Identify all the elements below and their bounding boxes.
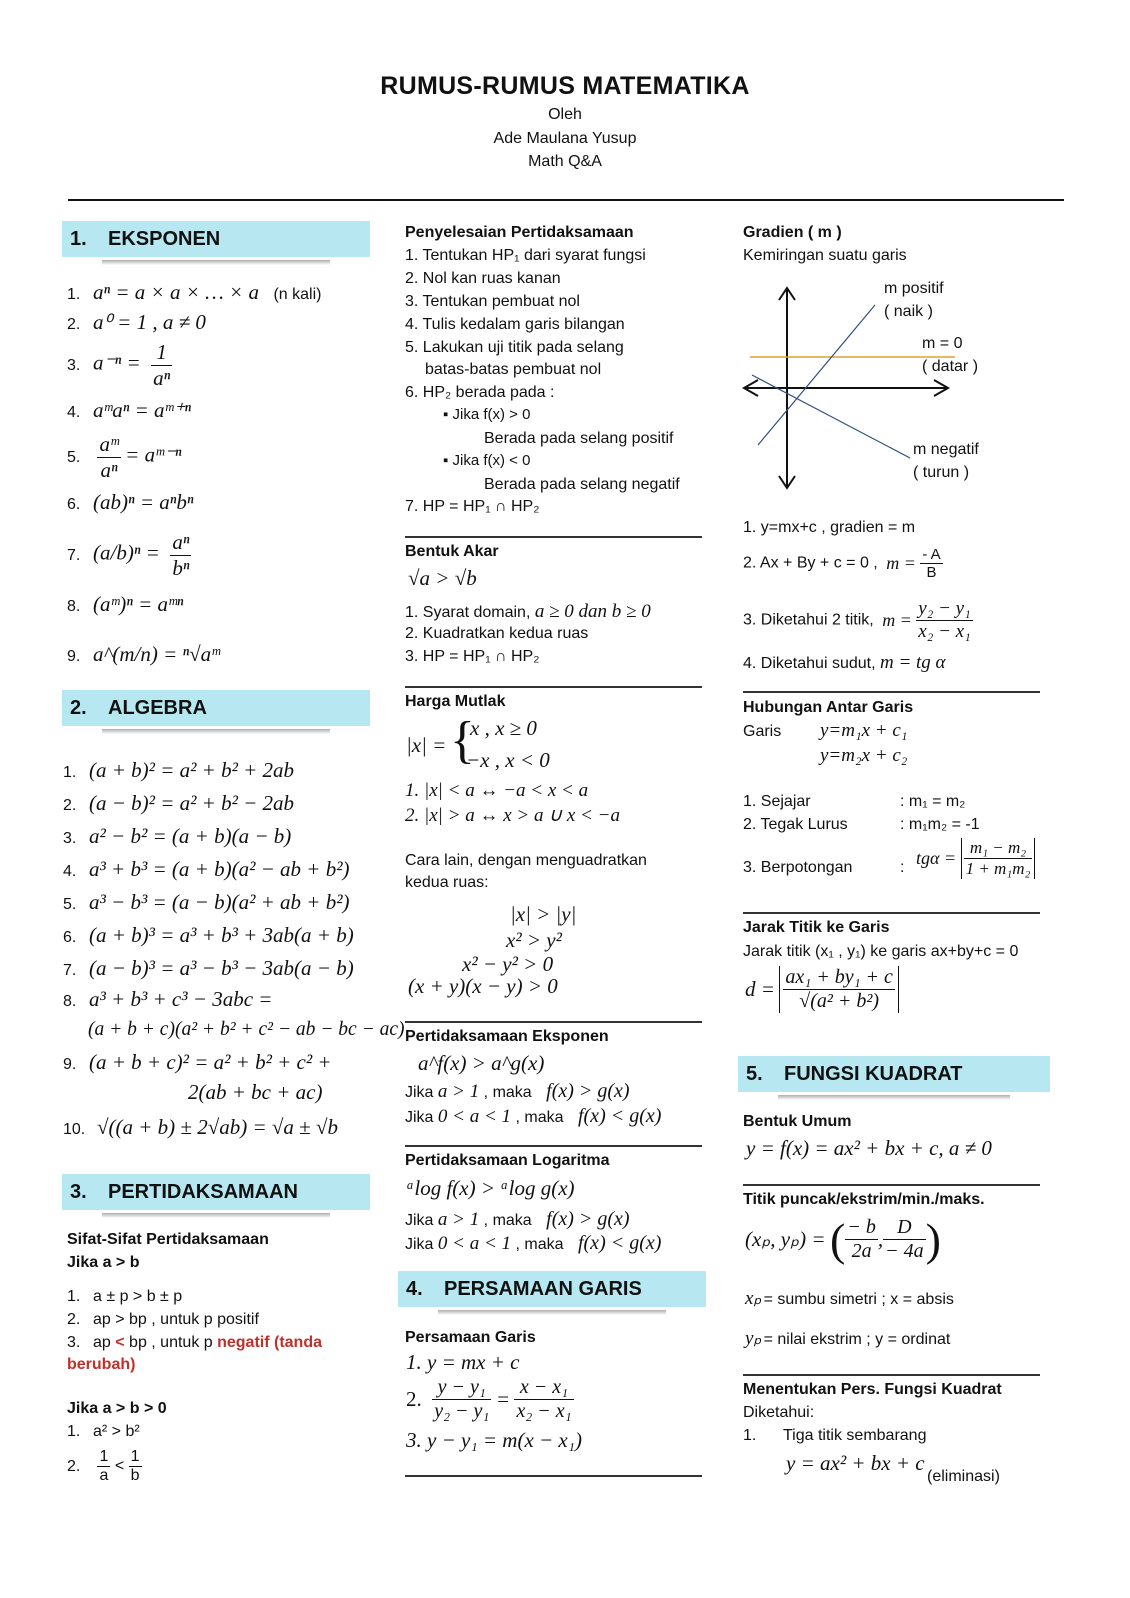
inequality-sign: < bbox=[115, 1334, 125, 1351]
formula-row bbox=[188, 1080, 322, 1105]
relation-value: : m₁ = m₂ bbox=[900, 793, 966, 810]
fraction-denominator: y₂ − y₁ bbox=[434, 1400, 490, 1422]
fraction-numerator: y − y₁ bbox=[432, 1376, 491, 1400]
divider bbox=[743, 1374, 1040, 1376]
fraction-numerator: aⁿ bbox=[172, 530, 190, 554]
list-item: 1. a ± p > b ± p bbox=[67, 1288, 183, 1305]
subheading: Sifat-Sifat Pertidaksamaan bbox=[67, 1231, 269, 1248]
text: Jarak titik (x₁ , y₁) ke garis ax+by+c = 0 bbox=[743, 943, 1019, 960]
relation-item: 3. Berpotongan bbox=[743, 859, 853, 876]
step-item: 2. Kuadratkan kedua ruas bbox=[405, 625, 589, 642]
formula-row bbox=[88, 1019, 405, 1041]
formula: 0 < a < 1 bbox=[437, 1106, 512, 1127]
divider bbox=[405, 686, 702, 688]
subheading: Menentukan Pers. Fungsi Kuadrat bbox=[743, 1381, 1002, 1398]
diagram-label: m negatif bbox=[913, 441, 979, 458]
formula-number: 3. bbox=[67, 356, 81, 374]
fraction-numerator: 1 bbox=[99, 1448, 109, 1465]
formula: f(x) > g(x) bbox=[546, 1080, 630, 1102]
divider bbox=[405, 536, 702, 538]
formula-row bbox=[63, 1050, 332, 1075]
inequality-sign: < bbox=[114, 1457, 125, 1475]
formula: (a + b + c)² = a² + b² + c² + bbox=[89, 1050, 332, 1074]
formula: −x , x < 0 bbox=[466, 748, 550, 772]
section-persamaan-garis bbox=[398, 1271, 706, 1307]
formula-row bbox=[63, 1115, 338, 1140]
text: , maka bbox=[479, 1212, 537, 1229]
fraction-denominator: 1 + m₁m₂ bbox=[965, 859, 1031, 878]
formula: y=m₁x + c₁ bbox=[820, 720, 908, 741]
list-item: 3. ap < bp , untuk p negatif (tanda bbox=[67, 1334, 322, 1351]
text: Cara lain, dengan menguadratkan bbox=[405, 852, 647, 869]
step-item: 3. Tentukan pembuat nol bbox=[405, 293, 580, 310]
list-item-text: a² > b² bbox=[93, 1423, 140, 1440]
text: kedua ruas: bbox=[405, 874, 489, 891]
text: 3. Diketahui 2 titik, bbox=[743, 611, 874, 629]
formula: (a + b)³ = a³ + b³ + 3ab(a + b) bbox=[89, 923, 354, 947]
text: = sumbu simetri ; x = absis bbox=[763, 1291, 954, 1308]
formula-row bbox=[406, 1376, 574, 1423]
text: , maka bbox=[479, 1084, 537, 1101]
subheading: Bentuk Umum bbox=[743, 1113, 852, 1130]
subheading: Jika a > b > 0 bbox=[67, 1400, 167, 1417]
fraction-denominator: aⁿ bbox=[100, 458, 118, 482]
subheading: Harga Mutlak bbox=[405, 693, 506, 710]
step-text: 1. Syarat domain, bbox=[405, 604, 535, 621]
divider bbox=[743, 912, 1040, 914]
divider bbox=[743, 1184, 1040, 1186]
gradient-item bbox=[743, 546, 943, 581]
list-item bbox=[743, 1427, 926, 1445]
text: 4. Diketahui sudut, bbox=[743, 655, 880, 672]
formula: a³ + b³ = (a + b)(a² − ab + b²) bbox=[89, 857, 350, 881]
formula: = aᵐ⁻ⁿ bbox=[125, 442, 182, 467]
list-item-text: ap > bp , untuk p positif bbox=[93, 1311, 259, 1328]
step-item: 5. Lakukan uji titik pada selang bbox=[405, 339, 624, 356]
fraction-denominator: bⁿ bbox=[172, 556, 190, 580]
fraction-denominator: a bbox=[99, 1467, 109, 1484]
text: = nilai ekstrim ; y = ordinat bbox=[763, 1331, 951, 1348]
formula: a^f(x) > a^g(x) bbox=[418, 1051, 545, 1075]
relation-item: 2. Tegak Lurus bbox=[743, 816, 848, 833]
subheading: Jarak Titik ke Garis bbox=[743, 919, 890, 936]
formula-number: 9. bbox=[67, 648, 81, 665]
formula: a⁰ = 1 , a ≠ 0 bbox=[93, 310, 206, 334]
section-eksponen bbox=[62, 221, 370, 257]
list-item-text: ap bbox=[93, 1334, 116, 1351]
fraction-denominator: aⁿ bbox=[153, 366, 171, 390]
formula-number: 7. bbox=[67, 546, 81, 564]
text: Garis bbox=[743, 723, 782, 740]
formula: y=m₂x + c₂ bbox=[820, 745, 908, 766]
list-item: 2. $\frac{1}{a}$ < $\frac{1}{b}$ bbox=[67, 1448, 140, 1484]
formula-row bbox=[745, 966, 899, 1013]
formula: aⁿ = a × a × … × a bbox=[93, 280, 259, 304]
header-divider bbox=[68, 199, 1064, 201]
formula-row bbox=[916, 838, 1035, 879]
formula-number: 5. bbox=[63, 896, 77, 913]
fraction-denominator: 2a bbox=[851, 1240, 872, 1262]
formula-row bbox=[63, 890, 350, 915]
section-title: EKSPONEN bbox=[108, 228, 221, 250]
list-number: 1. bbox=[743, 1427, 757, 1444]
formula: (a − b)² = a² + b² − 2ab bbox=[89, 791, 295, 815]
subheading: Penyelesaian Pertidaksamaan bbox=[405, 224, 634, 241]
formula: f(x) < g(x) bbox=[577, 1232, 662, 1254]
formula: a > 1 bbox=[437, 1209, 480, 1230]
formula-number: 4. bbox=[63, 863, 77, 880]
formula-number: 6. bbox=[67, 496, 81, 513]
formula: a > 1 bbox=[437, 1081, 480, 1102]
fraction-denominator: B bbox=[926, 564, 937, 581]
formula-number: 6. bbox=[63, 929, 77, 946]
formula-number: 3. bbox=[63, 830, 77, 847]
formula: 2(ab + bc + ac) bbox=[188, 1080, 323, 1104]
highlight-text: berubah) bbox=[67, 1356, 136, 1373]
fraction-numerator: − b bbox=[847, 1216, 876, 1238]
formula: ᵃlog f(x) > ᵃlog g(x) bbox=[406, 1176, 575, 1200]
formula-number: 2. bbox=[406, 1387, 422, 1411]
diagram-label: m positif bbox=[884, 280, 944, 297]
subheading: Gradien ( m ) bbox=[743, 224, 842, 241]
formula: f(x) > g(x) bbox=[546, 1208, 630, 1230]
header-author: Ade Maulana Yusup bbox=[493, 130, 637, 147]
formula-row bbox=[63, 758, 294, 783]
formula: (x + y)(x − y) > 0 bbox=[408, 974, 558, 998]
formula: (a + b + c)(a² + b² + c² − ab − bc − ac) bbox=[88, 1019, 405, 1040]
step-item: 1. Tentukan HP₁ dari syarat fungsi bbox=[405, 247, 646, 264]
fraction-denominator: b bbox=[130, 1467, 140, 1484]
fraction-numerator: m₁ − m₂ bbox=[964, 838, 1033, 859]
positive-slope-line bbox=[758, 305, 875, 445]
formula-row bbox=[63, 824, 291, 849]
formula-number: 8. bbox=[67, 598, 81, 615]
fraction-denominator: x₂ − x₁ bbox=[918, 621, 971, 642]
definition-row bbox=[745, 1287, 954, 1310]
text: Jika bbox=[405, 1212, 438, 1229]
list-item: 2. ap > bp , untuk p positif bbox=[67, 1311, 259, 1328]
list-item-text: a ± p > b ± p bbox=[93, 1288, 183, 1305]
step-item: Berada pada selang positif bbox=[484, 430, 674, 447]
highlight-text: negatif (tanda bbox=[217, 1334, 322, 1351]
formula: d = bbox=[745, 977, 775, 1001]
header-by: Oleh bbox=[548, 106, 582, 123]
text: Kemiringan suatu garis bbox=[743, 247, 907, 264]
list-item-text: Tiga titik sembarang bbox=[783, 1427, 927, 1444]
formula: a ≥ 0 dan b ≥ 0 bbox=[534, 601, 651, 622]
formula-number: 9. bbox=[63, 1056, 77, 1073]
formula: a⁻ⁿ = bbox=[93, 350, 141, 375]
fraction-numerator: y₂ − y₁ bbox=[918, 598, 971, 619]
section-title: PERSAMAAN GARIS bbox=[444, 1278, 642, 1300]
formula-row bbox=[67, 310, 206, 335]
formula-number: 1. bbox=[67, 286, 81, 303]
step-item: 6. HP₂ berada pada : bbox=[405, 384, 555, 401]
formula-number: 2. bbox=[63, 797, 77, 814]
subheading: Bentuk Akar bbox=[405, 543, 499, 560]
gradient-item bbox=[743, 652, 946, 674]
fraction-numerator: 1 bbox=[151, 340, 172, 366]
formula: (a − b)³ = a³ − b³ − 3ab(a − b) bbox=[89, 956, 354, 980]
formula: yₚ bbox=[745, 1328, 762, 1349]
step-item: Berada pada selang negatif bbox=[484, 476, 680, 493]
formula-row bbox=[67, 530, 191, 581]
section-number: 1. bbox=[70, 228, 87, 250]
formula: √((a + b) ± 2√ab) = √a ± √b bbox=[97, 1115, 338, 1139]
text: Diketahui: bbox=[743, 1404, 815, 1421]
section-number: 4. bbox=[406, 1278, 423, 1300]
formula: y = f(x) = ax² + bx + c, a ≠ 0 bbox=[746, 1136, 992, 1160]
fraction-numerator: 1 bbox=[130, 1448, 140, 1465]
step-item bbox=[405, 601, 651, 623]
diagram-label: ( turun ) bbox=[913, 464, 970, 481]
formula: a^(m/n) = ⁿ√aᵐ bbox=[93, 642, 220, 666]
text: , maka bbox=[511, 1236, 568, 1253]
subheading: Titik puncak/ekstrim/min./maks. bbox=[743, 1191, 985, 1208]
formula: tgα = bbox=[916, 848, 957, 868]
fraction-denominator: x₂ − x₁ bbox=[516, 1400, 572, 1422]
formula: |x| > |y| bbox=[510, 902, 577, 926]
subheading: Pertidaksamaan Eksponen bbox=[405, 1028, 609, 1045]
formula-note: (n kali) bbox=[273, 286, 322, 303]
section-pertidaksamaan bbox=[62, 1174, 370, 1210]
brace-icon: { bbox=[450, 712, 475, 769]
diagram-label: ( datar ) bbox=[922, 358, 979, 375]
gradient-item bbox=[743, 598, 973, 643]
list-item: 1. a² > b² bbox=[67, 1423, 140, 1440]
formula-row bbox=[63, 923, 354, 948]
formula: (ab)ⁿ = aⁿbⁿ bbox=[93, 490, 194, 514]
step-item: 4. Tulis kedalam garis bilangan bbox=[405, 316, 625, 333]
section-title: ALGEBRA bbox=[108, 697, 207, 719]
text: (eliminasi) bbox=[927, 1468, 1000, 1485]
text: Jika bbox=[405, 1236, 438, 1253]
condition-row bbox=[405, 1080, 630, 1103]
step-item: ▪ Jika f(x) > 0 bbox=[443, 406, 531, 423]
formula: 2. |x| > a ↔ x > a ∪ x < −a bbox=[405, 805, 620, 826]
formula-row bbox=[67, 490, 194, 515]
section-number: 5. bbox=[746, 1063, 763, 1085]
formula-number: 4. bbox=[67, 404, 81, 421]
definition-row bbox=[745, 1327, 950, 1350]
formula: (aᵐ)ⁿ = aᵐⁿ bbox=[93, 592, 184, 616]
formula: m = tg α bbox=[879, 652, 946, 673]
formula: a³ − b³ = (a − b)(a² + ab + b²) bbox=[89, 890, 350, 914]
formula: a³ + b³ + c³ − 3abc = bbox=[89, 987, 273, 1011]
formula: (xₚ, yₚ) = bbox=[745, 1227, 826, 1251]
step-item: ▪ Jika f(x) < 0 bbox=[443, 452, 531, 469]
formula: = bbox=[495, 1387, 510, 1411]
condition-row bbox=[405, 1105, 661, 1128]
formula: f(x) < g(x) bbox=[577, 1105, 662, 1127]
condition-row bbox=[405, 1208, 630, 1231]
fraction-numerator: ax₁ + by₁ + c bbox=[785, 966, 893, 988]
formula-row bbox=[63, 857, 350, 882]
diagram-label: ( naik ) bbox=[884, 303, 933, 320]
formula-number: 2. bbox=[67, 316, 81, 333]
formula: y = ax² + bx + c bbox=[786, 1451, 925, 1475]
fraction-numerator: x − x₁ bbox=[514, 1376, 573, 1400]
divider bbox=[405, 1145, 702, 1147]
fraction-numerator: D bbox=[883, 1216, 926, 1240]
section-number: 2. bbox=[70, 697, 87, 719]
gradient-item: 1. y=mx+c , gradien = m bbox=[743, 519, 916, 536]
formula-row bbox=[63, 987, 272, 1012]
formula: 1. y = mx + c bbox=[406, 1350, 520, 1374]
formula: x , x ≥ 0 bbox=[470, 716, 537, 740]
fraction-numerator: - A bbox=[922, 546, 941, 563]
subheading: Pertidaksamaan Logaritma bbox=[405, 1152, 610, 1169]
formula-number: 1. bbox=[63, 764, 77, 781]
formula-number: 8. bbox=[63, 993, 77, 1010]
formula: √a > √b bbox=[408, 566, 477, 590]
section-number: 3. bbox=[70, 1181, 87, 1203]
section-title: PERTIDAKSAMAAN bbox=[108, 1181, 298, 1203]
formula-row bbox=[67, 432, 182, 483]
subheading: Persamaan Garis bbox=[405, 1329, 536, 1346]
formula-row bbox=[67, 642, 220, 667]
fraction-denominator: √(a² + b²) bbox=[799, 990, 880, 1012]
formula: xₚ bbox=[745, 1288, 762, 1309]
formula: a² − b² = (a + b)(a − b) bbox=[89, 824, 292, 848]
formula: (a/b)ⁿ = bbox=[93, 540, 160, 565]
formula: (a + b)² = a² + b² + 2ab bbox=[89, 758, 295, 782]
formula-row bbox=[67, 340, 172, 391]
divider bbox=[743, 691, 1040, 693]
section-fungsi-kuadrat bbox=[738, 1056, 1050, 1092]
formula: m = bbox=[882, 610, 912, 630]
diagram-label: m = 0 bbox=[922, 335, 963, 352]
step-item: 3. HP = HP₁ ∩ HP₂ bbox=[405, 648, 540, 665]
page-title: RUMUS-RUMUS MATEMATIKA bbox=[380, 72, 750, 100]
header-brand: Math Q&A bbox=[528, 153, 602, 170]
formula-row bbox=[67, 592, 183, 617]
list-item-text: bp , untuk p bbox=[124, 1334, 218, 1351]
divider bbox=[405, 1021, 702, 1023]
formula: 3. y − y₁ = m(x − x₁) bbox=[406, 1428, 583, 1452]
formula: x² > y² bbox=[506, 928, 562, 952]
fraction-denominator: − 4a bbox=[885, 1240, 924, 1262]
formula-row bbox=[67, 280, 321, 305]
condition-row bbox=[405, 1232, 661, 1255]
formula-row: (xₚ, yₚ) = ( $\frac{- b}{2a}$ , $\frac{D}{- 4a}$ ) bbox=[745, 1214, 941, 1265]
formula: x² − y² > 0 bbox=[462, 952, 554, 976]
formula: 0 < a < 1 bbox=[437, 1233, 512, 1254]
step-item: 7. HP = HP₁ ∩ HP₂ bbox=[405, 498, 540, 515]
text: , maka bbox=[511, 1109, 568, 1126]
formula: m = bbox=[886, 553, 916, 573]
subheading: Hubungan Antar Garis bbox=[743, 699, 914, 716]
formula-row bbox=[63, 791, 294, 816]
formula-number: 10. bbox=[63, 1121, 86, 1138]
formula-number: 7. bbox=[63, 962, 77, 979]
formula: aᵐaⁿ = aᵐ⁺ⁿ bbox=[93, 398, 191, 422]
formula-row bbox=[63, 956, 354, 981]
formula-number: 5. bbox=[67, 448, 81, 466]
relation-item: 1. Sejajar bbox=[743, 793, 811, 810]
formula: |x| = bbox=[406, 733, 447, 757]
formula: 1. |x| < a ↔ −a < x < a bbox=[405, 780, 589, 801]
fraction-numerator: aᵐ bbox=[99, 432, 119, 456]
section-title: FUNGSI KUADRAT bbox=[784, 1063, 963, 1085]
step-item: 2. Nol kan ruas kanan bbox=[405, 270, 561, 287]
relation-value: : m₁m₂ = -1 bbox=[900, 816, 980, 833]
divider bbox=[405, 1475, 702, 1477]
step-item: batas-batas pembuat nol bbox=[425, 361, 602, 378]
text: Jika bbox=[405, 1084, 438, 1101]
subheading: Jika a > b bbox=[67, 1254, 140, 1271]
text: 2. Ax + By + c = 0 , bbox=[743, 554, 878, 572]
section-algebra bbox=[62, 690, 370, 726]
text: Jika bbox=[405, 1109, 438, 1126]
text: : bbox=[900, 859, 905, 876]
formula-row bbox=[67, 398, 191, 423]
